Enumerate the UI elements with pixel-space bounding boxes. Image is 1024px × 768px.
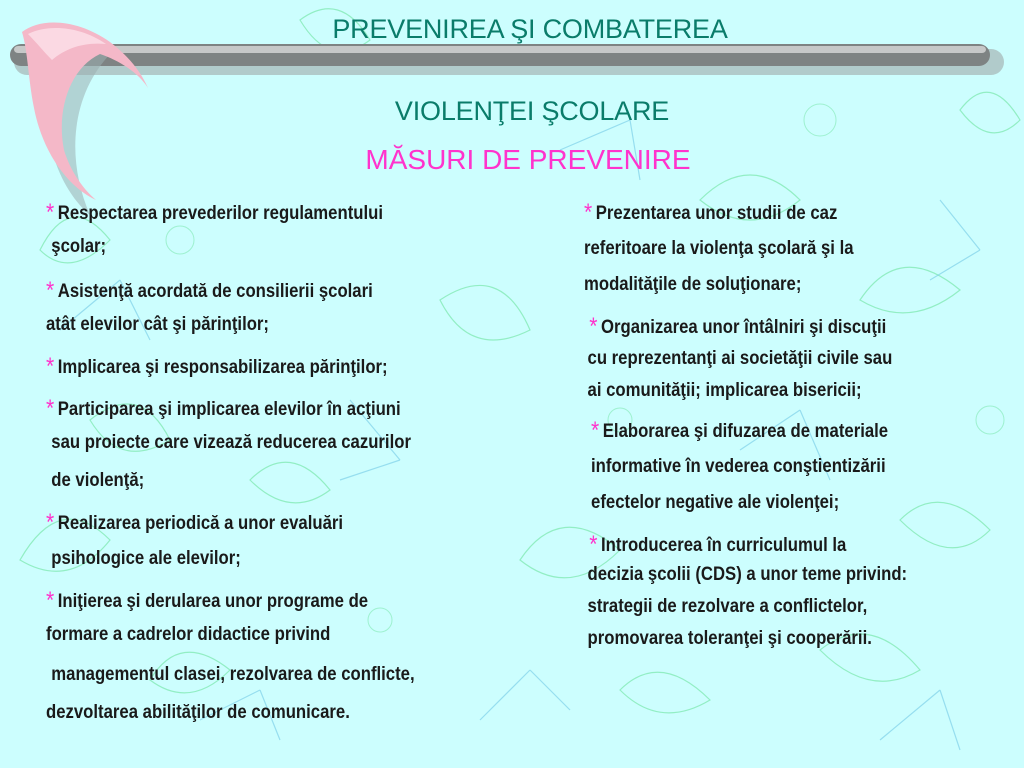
bullet-item [46, 198, 383, 226]
bullet-text: Introducerea în curriculumul la [601, 535, 847, 556]
bullet-text: atât elevilor cât şi părinţilor; [46, 314, 270, 335]
bullet-text: Prezentarea unor studii de caz [595, 203, 838, 224]
asterisk-bullet-icon: * [46, 199, 55, 226]
page-title-line2: VIOLENŢEI ŞCOLARE [394, 96, 670, 126]
bullet-text: Respectarea prevederilor regulamentului [57, 203, 383, 224]
bullet-continuation [584, 274, 801, 296]
asterisk-bullet-icon: * [46, 353, 55, 380]
bullet-continuation [588, 596, 868, 618]
bullet-text: Iniţierea şi derularea unor programe de [57, 591, 369, 612]
bullet-continuation [588, 380, 862, 402]
asterisk-bullet-icon: * [589, 313, 598, 340]
bullet-text: modalităţile de soluţionare; [584, 274, 802, 295]
asterisk-bullet-icon: * [584, 199, 593, 226]
bullet-text: decizia şcolii (CDS) a unor teme privind: [587, 564, 908, 585]
bullet-text: promovarea toleranţei şi cooperării. [587, 628, 872, 649]
bullet-text: Organizarea unor întâlniri şi discuţii [601, 317, 887, 338]
bullet-text: Elaborarea şi difuzarea de materiale [602, 421, 889, 442]
bullet-item [46, 276, 373, 304]
asterisk-bullet-icon: * [46, 587, 55, 614]
bullet-text: sau proiecte care vizează reducerea cazurilor [51, 432, 411, 453]
bullet-continuation [588, 348, 893, 370]
bullet-continuation [51, 548, 241, 570]
bullet-item [591, 416, 888, 444]
bullet-text: Participarea şi implicarea elevilor în acţiuni [57, 399, 401, 420]
bullet-text: efectelor negative ale violenţei; [591, 492, 840, 513]
bullet-item [589, 530, 846, 558]
bullet-item [584, 198, 837, 226]
bullet-continuation [591, 492, 839, 514]
title-bar [10, 44, 1004, 75]
bullet-item [46, 586, 368, 614]
asterisk-bullet-icon: * [46, 509, 55, 536]
bullet-continuation [588, 564, 908, 586]
bullet-item [46, 394, 401, 422]
bullet-text: Asistenţă acordată de consilierii şcolari [57, 281, 373, 302]
bullet-continuation [46, 314, 269, 336]
bullet-continuation [51, 470, 144, 492]
asterisk-bullet-icon: * [46, 277, 55, 304]
bullet-continuation [588, 628, 872, 650]
bullet-continuation [51, 664, 414, 686]
asterisk-bullet-icon: * [591, 417, 600, 444]
bullet-text: Implicarea şi responsabilizarea părinţilor; [57, 357, 388, 378]
bullet-continuation [46, 624, 330, 646]
bullet-text: dezvoltarea abilităţilor de comunicare. [46, 702, 350, 723]
bullet-text: cu reprezentanţi ai societăţii civile sau [587, 348, 893, 369]
bullet-text: Realizarea periodică a unor evaluări [57, 513, 344, 534]
bullet-continuation [46, 702, 350, 724]
bullet-text: referitoare la violenţa şcolară şi la [584, 238, 854, 259]
bullet-item [589, 312, 886, 340]
bullet-text: ai comunităţii; implicarea bisericii; [587, 380, 862, 401]
bullet-item [46, 508, 343, 536]
asterisk-bullet-icon: * [46, 395, 55, 422]
bullet-continuation [51, 432, 411, 454]
bullet-text: de violenţă; [51, 470, 145, 491]
bullet-text: formare a cadrelor didactice privind [46, 624, 331, 645]
bullet-item [46, 352, 388, 380]
page-subtitle: MĂSURI DE PREVENIRE [365, 144, 691, 175]
bullet-text: managementul clasei, rezolvarea de conflicte, [51, 664, 415, 685]
left-column [46, 198, 539, 738]
page-title-line1: PREVENIREA ŞI COMBATEREA [332, 14, 728, 44]
bullet-text: strategii de rezolvare a conflictelor, [587, 596, 868, 617]
bullet-text: informative în vederea conştientizării [591, 456, 886, 477]
bullet-continuation [51, 236, 106, 258]
bullet-text: şcolar; [51, 236, 107, 257]
bullet-continuation [591, 456, 886, 478]
bullet-text: psihologice ale elevilor; [51, 548, 241, 569]
bullet-continuation [584, 238, 854, 260]
asterisk-bullet-icon: * [589, 531, 598, 558]
right-column [584, 198, 1024, 658]
